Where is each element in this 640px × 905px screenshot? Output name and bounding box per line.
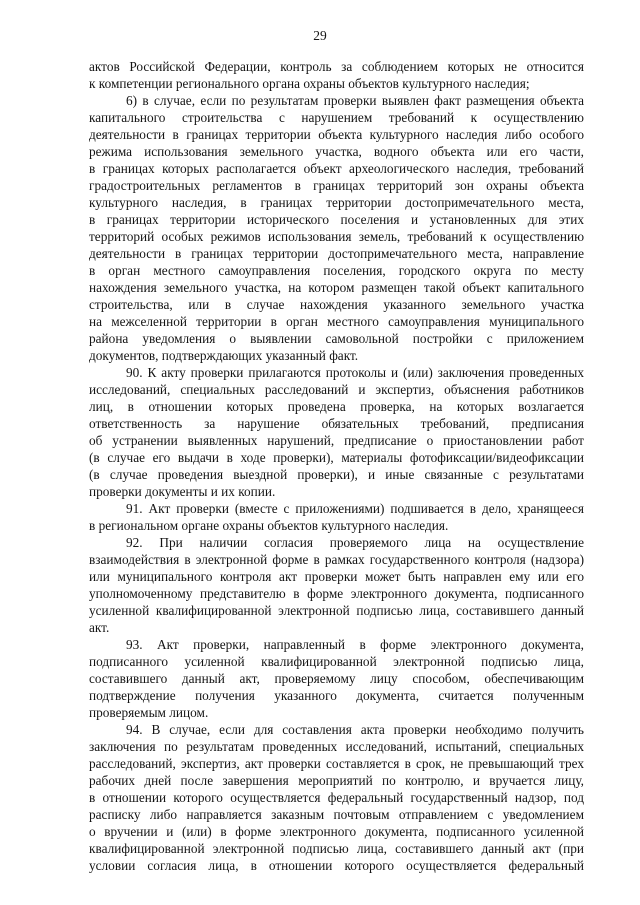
text-line: на межселенной территории в орган местного самоуправления муниципального [89,314,584,329]
text-line: подписанного усиленной квалифицированной электронной подписью лица, [89,654,584,669]
text-line: в отношении которого осуществляется федеральный государственный надзор, под [89,790,584,805]
text-line: об устранении выявленных нарушений, предписание о приостановлении работ [89,433,584,448]
text-line: о вручении и (или) в форме электронного документа, подписанного усиленной [89,824,584,839]
text-line: в орган местного самоуправления поселения, городского округа по месту [89,263,584,278]
text-line: (в случае проведения выездной проверки), и иные связанные с результатами [89,467,584,482]
text-line: лиц, в отношении которых проведена проверка, на которых возлагается [89,399,584,414]
text-line: усиленной квалифицированной электронной подписью лица, составившего данный [89,603,584,618]
text-line: уполномоченному представителю в форме электронного документа, подписанного [89,586,584,601]
text-line: составившего данный акт, проверяемому лицу способом, обеспечивающим [89,671,584,686]
text-line: нахождения земельного участка, на котором размещен такой объект капитального [89,280,584,295]
text-line: градостроительных регламентов в границах территорий зон охраны объекта [89,178,584,193]
text-line: расписку либо направляется заказным почтовым отправлением с уведомлением [89,807,584,822]
text-line: 93. Акт проверки, направленный в форме электронного документа, [126,637,584,652]
document-body [89,58,584,874]
page-number: 29 [313,28,327,43]
text-line: акт. [89,620,110,635]
text-line: 92. При наличии согласия проверяемого лица на осуществление [126,535,584,550]
text-line: 6) в случае, если по результатам проверки выявлен факт размещения объекта [126,93,584,108]
text-line: расследований, экспертиз, акт проверки составляется в срок, не превышающий трех [89,756,584,771]
text-line: капитального строительства с нарушением требований к осуществлению [89,110,584,125]
text-line: проверяемым лицом. [89,705,209,720]
text-line: исследований, специальных расследований и экспертиз, объяснения работников [89,382,584,397]
text-line: режима использования земельного участка, водного объекта или его части, [89,144,584,159]
text-line: в границах территории исторического поселения и установленных для этих [89,212,584,227]
text-line: 94. В случае, если для составления акта проверки необходимо получить [126,722,584,737]
text-line: или муниципального контроля акт проверки может быть направлен ему или его [89,569,584,584]
text-line: культурного наследия, в границах территории достопримечательного места, [89,195,584,210]
text-line: района уведомления о выявлении самовольной постройки с приложением [89,331,584,346]
text-line: 91. Акт проверки (вместе с приложениями) подшивается в дело, хранящееся [126,501,584,516]
text-line: подтверждение получения указанного документа, считается полученным [89,688,584,703]
text-line: актов Российской Федерации, контроль за соблюдением которых не относится [89,59,584,74]
text-line: деятельности в границах территории объекта культурного наследия либо особого [89,127,584,142]
text-line: (в случае его выдачи в ходе проверки), материалы фотофиксации/видеофиксации [89,450,584,465]
text-line: 90. К акту проверки прилагаются протоколы и (или) заключения проведенных [126,365,584,380]
text-line: к компетенции регионального органа охраны объектов культурного наследия; [89,76,530,91]
text-line: взаимодействия в электронной форме в рамках государственного контроля (надзора) [89,552,584,567]
text-line: заключения по результатам проведенных исследований, испытаний, специальных [89,739,584,754]
text-line: в границах которых располагается объект археологического наследия, требований [89,161,584,176]
text-line: документов, подтверждающих указанный факт. [89,348,359,363]
text-line: проверки документы и их копии. [89,484,276,499]
text-line: в региональном органе охраны объектов культурного наследия. [89,518,449,533]
text-line: строительства, или в случае нахождения указанного земельного участка [89,297,584,312]
text-line: условии согласия лица, в отношении которого осуществляется федеральный [89,858,584,873]
text-line: территорий особых режимов использования земель, требований к осуществлению [89,229,584,244]
text-line: квалифицированной электронной подписью лица, составившего данный акт (при [89,841,584,856]
text-line: рабочих дней после завершения мероприятий по контролю, и вручается лицу, [89,773,584,788]
text-line: ответственность за нарушение обязательных требований, предписания [89,416,584,431]
text-line: деятельности в границах территории достопримечательного места, направление [89,246,584,261]
